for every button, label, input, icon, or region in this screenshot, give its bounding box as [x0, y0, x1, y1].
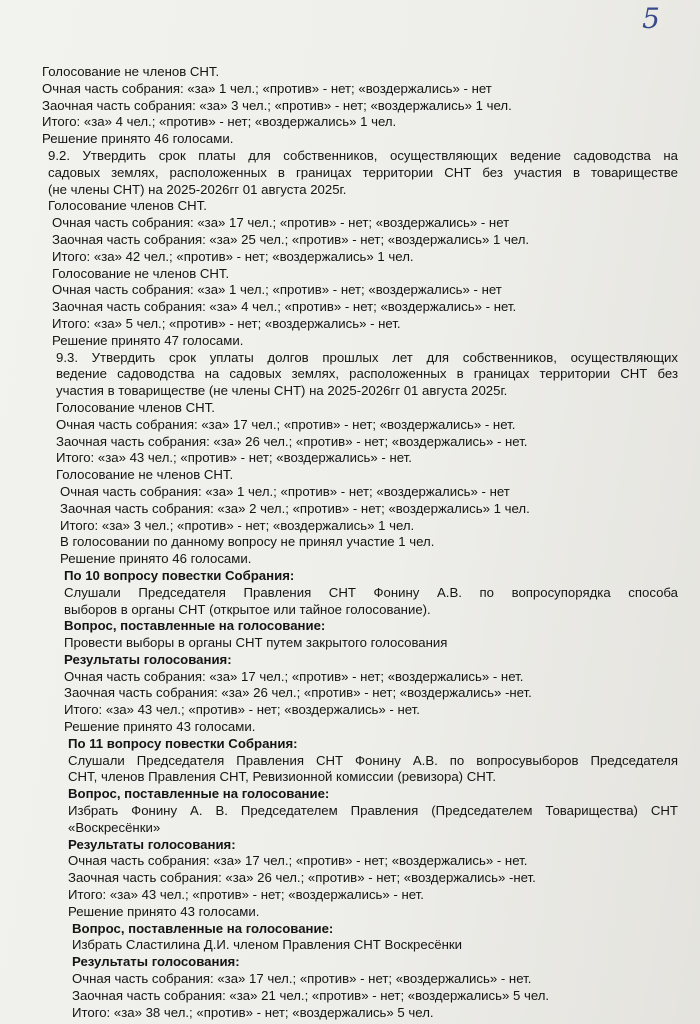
text-line: Заочная часть собрания: «за» 4 чел.; «против» - нет; «воздержались» - нет.	[52, 299, 517, 315]
question-10-text-line: Слушали Председателя Правления СНТ Фонину А.В. по вопросупорядка способа	[64, 584, 678, 600]
vote-results-heading: Результаты голосования:	[68, 836, 236, 852]
text-line: Очная часть собрания: «за» 17 чел.; «против» - нет; «воздержались» - нет	[52, 215, 510, 231]
text-line: Решение принято 46 голосами.	[42, 131, 234, 147]
text-line: Избрать Сластилина Д.И. членом Правления СНТ Воскресёнки	[72, 937, 463, 953]
paragraph-9-3-line: 9.3. Утвердить срок уплаты долгов прошлых лет для собственников, осуществляющих	[56, 349, 678, 365]
text-line: Голосование членов СНТ.	[48, 198, 207, 214]
text-line: Голосование не членов СНТ.	[56, 467, 234, 483]
text-line: Голосование не членов СНТ.	[52, 265, 230, 281]
text-line: Заочная часть собрания: «за» 2 чел.; «против» - нет; «воздержались» 1 чел.	[60, 500, 530, 516]
vote-question-heading: Вопрос, поставленные на голосование:	[72, 920, 334, 936]
text-line: Голосование не членов СНТ.	[42, 64, 220, 79]
text-line: Итого: «за» 3 чел.; «против» - нет; «воздержались» 1 чел.	[60, 517, 415, 533]
text-line: Решение принято 46 голосами.	[60, 551, 252, 567]
text-line: Итого: «за» 5 чел.; «против» - нет; «воздержались» - нет.	[52, 315, 401, 331]
text-line: Очная часть собрания: «за» 17 чел.; «против» - нет; «воздержались» - нет.	[56, 416, 516, 432]
text-line: Решение принято 47 голосами.	[52, 332, 244, 348]
text-line: Голосование членов СНТ.	[56, 399, 215, 415]
text-line: Избрать Фонину А. В. Председателем Правления (Председателем Товарищества) СНТ	[68, 803, 678, 819]
paragraph-9-3-line: участия в товариществе (не члены СНТ) на 2025-2026гг 01 августа 2025г.	[56, 383, 508, 399]
text-line: Очная часть собрания: «за» 17 чел.; «против» - нет; «воздержались» - нет.	[64, 668, 524, 684]
paragraph-9-3-line: ведение садоводства на садовых землях, расположенных в границах территории СНТ без	[56, 366, 678, 382]
text-line: «Воскресёнки»	[68, 819, 161, 835]
text-line: Заочная часть собрания: «за» 25 чел.; «против» - нет; «воздержались» 1 чел.	[52, 231, 530, 247]
text-line: Итого: «за» 43 чел.; «против» - нет; «воздержались» - нет.	[68, 887, 424, 903]
text-line: Заочная часть собрания: «за» 26 чел.; «против» - нет; «воздержались» -нет.	[68, 870, 536, 886]
question-11-text-line: СНТ, членов Правления СНТ, Ревизионной комиссии (ревизора) СНТ.	[68, 769, 497, 785]
text-line: Очная часть собрания: «за» 1 чел.; «против» - нет; «воздержались» - нет	[42, 80, 492, 96]
text-line: Очная часть собрания: «за» 17 чел.; «против» - нет; «воздержались» - нет.	[68, 853, 528, 869]
text-line: Решение принято 43 голосами.	[64, 719, 256, 735]
question-10-text-line: выборов в органы СНТ (открытое или тайное голосование).	[64, 601, 431, 617]
text-line: Заочная часть собрания: «за» 3 чел.; «против» - нет; «воздержались» 1 чел.	[42, 97, 512, 113]
vote-question-heading: Вопрос, поставленные на голосование:	[68, 786, 330, 802]
vote-results-heading: Результаты голосования:	[64, 651, 232, 667]
text-line: Решение принято 43 голосами.	[68, 903, 260, 919]
paragraph-9-2-line: (не члены СНТ) на 2025-2026гг 01 августа 2025г.	[48, 181, 347, 197]
vote-question-heading: Вопрос, поставленные на голосование:	[64, 618, 326, 634]
paragraph-9-2-line: 9.2. Утвердить срок платы для собственников, осуществляющих ведение садоводства на	[48, 147, 678, 163]
text-line: Очная часть собрания: «за» 17 чел.; «против» - нет; «воздержались» - нет.	[72, 971, 532, 987]
section-heading-question-11: По 11 вопросу повестки Собрания:	[68, 735, 298, 751]
text-line: Итого: «за» 38 чел.; «против» - нет; «воздержались» 5 чел.	[72, 1004, 434, 1020]
text-line: Заочная часть собрания: «за» 26 чел.; «против» - нет; «воздержались» - нет.	[56, 433, 528, 449]
text-line: Итого: «за» 42 чел.; «против» - нет; «воздержались» 1 чел.	[52, 248, 414, 264]
question-11-text-line: Слушали Председателя Правления СНТ Фонину А.В. по вопросувыборов Председателя	[68, 752, 678, 768]
text-line: Итого: «за» 43 чел.; «против» - нет; «воздержались» - нет.	[64, 702, 420, 718]
section-heading-question-10: По 10 вопросу повестки Собрания:	[64, 567, 295, 583]
handwritten-page-number: 5	[642, 2, 660, 35]
text-line: Заочная часть собрания: «за» 26 чел.; «против» - нет; «воздержались» -нет.	[64, 685, 532, 701]
text-line: Провести выборы в органы СНТ путем закрытого голосования	[64, 635, 448, 651]
paragraph-9-2-line: садовых землях, расположенных в границах территории СНТ без участия в товариществе	[48, 164, 678, 180]
text-line: Итого: «за» 43 чел.; «против» - нет; «воздержались» - нет.	[56, 450, 412, 466]
vote-results-heading: Результаты голосования:	[72, 954, 240, 970]
text-line: Заочная часть собрания: «за» 21 чел.; «против» - нет; «воздержались» 5 чел.	[72, 987, 550, 1003]
text-line: В голосовании по данному вопросу не принял участие 1 чел.	[60, 534, 435, 550]
text-line: Очная часть собрания: «за» 1 чел.; «против» - нет; «воздержались» - нет	[52, 282, 502, 298]
document-body	[42, 64, 678, 1021]
text-line: Очная часть собрания: «за» 1 чел.; «против» - нет; «воздержались» - нет	[60, 483, 510, 499]
text-line: Итого: «за» 4 чел.; «против» - нет; «воздержались» 1 чел.	[42, 114, 397, 130]
